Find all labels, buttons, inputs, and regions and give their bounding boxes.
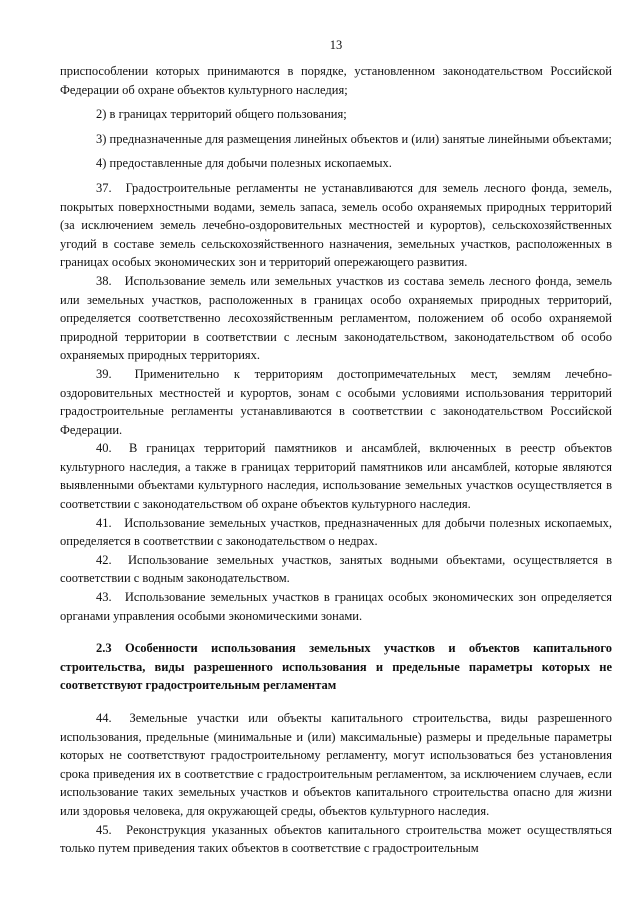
clause-39 [60, 365, 612, 439]
clause-43 [60, 588, 612, 625]
clause-text: Градостроительные регламенты не устанавливаются для земель лесного фонда, земель, покрытых поверхностными водами, земель запаса, земель особо охраняемых природных территорий (за исключением земель лечебно-оздоровительных местностей и курортов), сельскохозяйственных угодий в составе земель сельскохозяйственного назначения, земельных участков, расположенных в границах особых экономических зон и территорий опережающего развития. [60, 180, 613, 270]
clause-41 [60, 514, 612, 551]
clause-text: Использование земельных участков, занятых водными объектами, осуществляется в соответствии с водным законодательством. [60, 552, 613, 586]
clause-number: 43. [96, 590, 112, 605]
clause-number: 40. [96, 441, 112, 456]
clause-38 [60, 272, 612, 365]
page-number: 13 [329, 38, 343, 52]
clause-44 [60, 709, 612, 821]
list-item-3: 3) предназначенные для размещения линейных объектов и (или) занятые линейными объектами; [96, 131, 612, 146]
clause-number: 38. [96, 273, 112, 288]
clause-text: Использование земельных участков, предназначенных для добычи полезных ископаемых, определяется в соответствии с законодательством о недрах. [60, 515, 612, 549]
clause-number: 39. [96, 366, 112, 381]
document-body [60, 62, 612, 858]
clause-text: Использование земель или земельных участков из состава земель лесного фонда, земель или земельных участков, расположенных в границах особо охраняемых природных территорий, определяется соответственно лесохозяйственным регламентом, положением об особо охраняемой природной территории в соответствии с лесным законодательством, законодательством об особо охраняемых природных территориях. [60, 273, 613, 363]
clause-42 [60, 551, 612, 588]
clause-text: Земельные участки или объекты капитального строительства, виды разрешенного использования, предельные (минимальные и (или) максимальные) размеры и предельные параметры которых не соответствуют градостроительному регламенту, могут использоваться без установления срока приведения их в соответствие с градостроительным регламентом, за исключением случаев, если использование таких земельных участков и объектов капитального строительства опасно для жизни или здоровья человека, для окружающей среды, объектов культурного наследия. [60, 711, 612, 818]
clause-number: 44. [96, 711, 112, 725]
paragraph-continuation: приспособлении которых принимаются в порядке, установленном законодательством Российской Федерации об охране объектов культурного наследия; [60, 64, 612, 97]
clause-45 [60, 821, 612, 858]
clause-text: Использование земельных участков в границах особых экономических зон определяется органами управления особыми экономическими зонами. [60, 590, 612, 623]
clause-text: Реконструкция указанных объектов капитального строительства может осуществляться только путем приведения таких объектов в соответствие с градостроительным [60, 822, 612, 856]
clause-text: В границах территорий памятников и ансамблей, включенных в реестр объектов культурного наследия, а также в границах территорий памятников или ансамблей, которые являются выявленными объектами культурного наследия, использование земельных участков осуществляется в соответствии с законодательством об охране объектов культурного наследия. [60, 441, 612, 512]
clause-text: Применительно к территориям достопримечательных мест, землям лечебно-оздоровительных местностей и курортов, зонам с особыми условиями использования территорий градостроительные регламенты устанавливаются в соответствии с законодательством Российской Федерации. [60, 366, 612, 437]
clause-number: 37. [96, 180, 112, 195]
clause-number: 45. [96, 822, 112, 837]
clause-number: 41. [96, 515, 112, 530]
clause-37 [60, 179, 612, 272]
clause-number: 42. [96, 552, 112, 567]
list-item-2: 2) в границах территорий общего пользования; [96, 107, 347, 122]
list-item-4: 4) предоставленные для добычи полезных ископаемых. [96, 156, 392, 171]
section-heading: 2.3 Особенности использования земельных участков и объектов капитального строительства, виды разрешенного использования и предельные параметры которых не соответствуют градостроительным регламентам [60, 641, 612, 693]
clause-40 [60, 439, 612, 513]
